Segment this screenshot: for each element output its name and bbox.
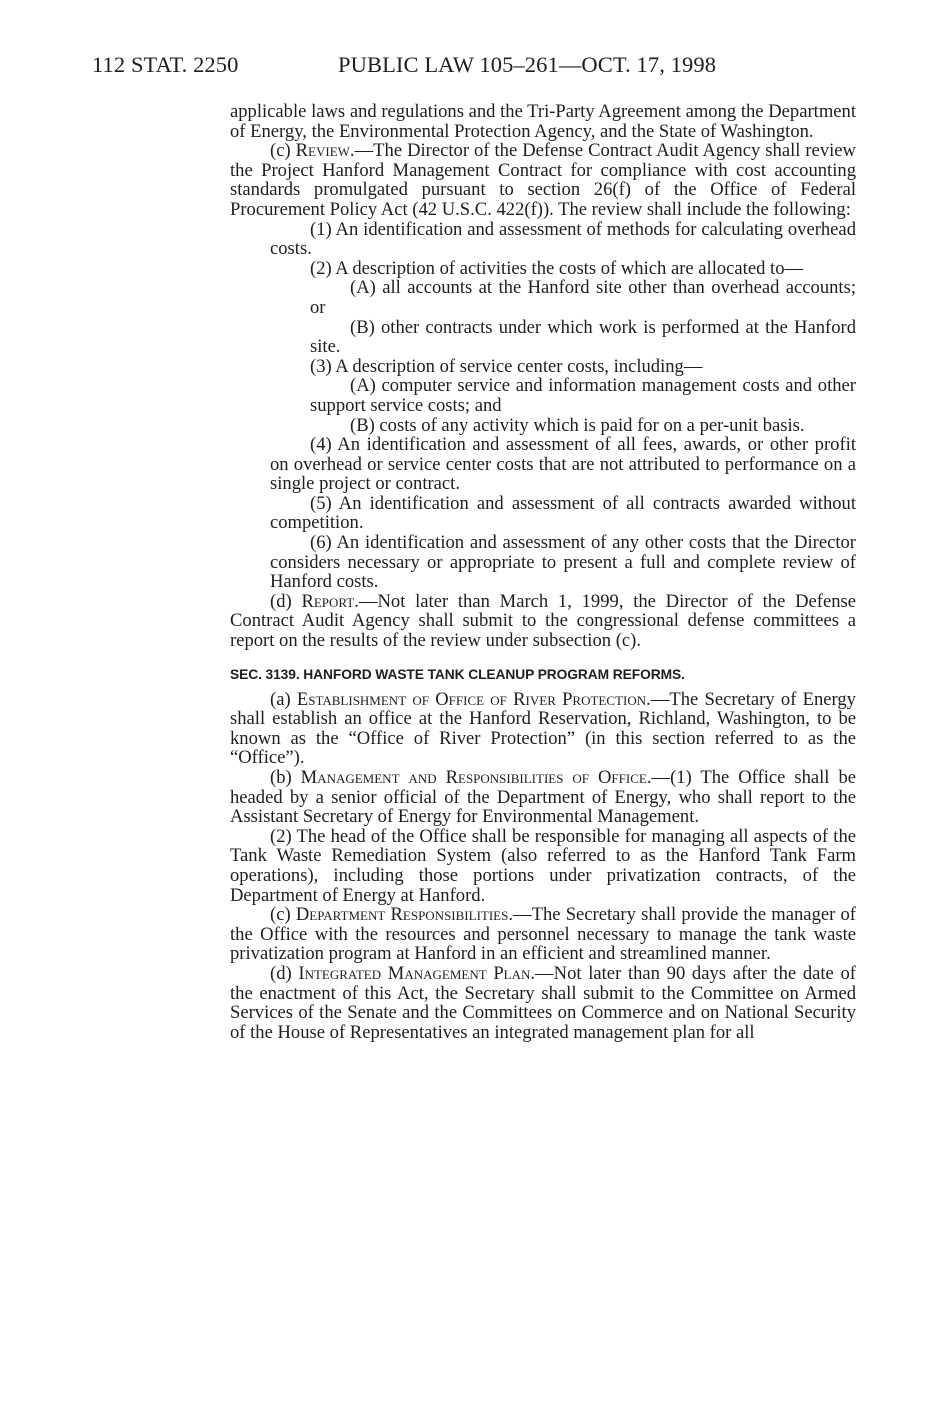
subsection-c-review (230, 141, 856, 219)
section-3139-c (230, 905, 856, 964)
running-header: PUBLIC LAW 105–261—OCT. 17, 1998 (338, 52, 717, 77)
subsection-label: (d) (270, 962, 299, 984)
subsection-label: (a) (270, 688, 297, 710)
section-3139-d (230, 964, 856, 1042)
subsection-heading: Management and Responsibilities of Office (300, 767, 647, 788)
review-item-3: (3) A description of service center costs, including— (310, 355, 703, 377)
review-item-3A: (A) computer service and information management costs and other support service costs; and (310, 375, 856, 416)
review-item-2A: (A) all accounts at the Hanford site other than overhead accounts; or (310, 277, 856, 318)
section-3139-b-2: (2) The head of the Office shall be responsible for managing all aspects of the Tank Waste Remediation System (also referred to as the Hanford Tank Farm operations), including those portions under privatization contracts, of the Department of Energy at Hanford. (230, 825, 856, 906)
review-item-3B: (B) costs of any activity which is paid for on a per-unit basis. (350, 414, 805, 436)
section-3139-b (230, 768, 856, 827)
subsection-heading: Review (295, 140, 350, 162)
subsection-heading: Department Responsibilities (295, 904, 509, 926)
review-item-5: (5) An identification and assessment of all contracts awarded without competition. (270, 492, 856, 534)
section-3139-a (230, 690, 856, 768)
subsection-label: (d) (270, 590, 302, 612)
subsection-label: (c) (270, 904, 296, 926)
review-item-4: (4) An identification and assessment of all fees, awards, or other profit on overhead or service center costs that are not attributed to performance on a single project or contract. (270, 434, 856, 495)
subsection-heading: Establishment of Office of River Protection (296, 688, 647, 710)
subsection-text: .—Not later than March 1, 1999, the Director of the Defense Contract Audit Agency shall submit to the congressional defense committees a report on the results of the review under subsection (c). (230, 590, 856, 652)
subsection-heading: Report (301, 590, 355, 612)
subsection-text: .—(1) The Office shall be headed by a senior official of the Department of Energy, who shall report to the Assistant Secretary of Energy for Environmental Management. (230, 767, 856, 828)
subsection-heading: Integrated Management Plan (298, 962, 531, 984)
subsection-text: .—The Director of the Defense Contract Audit Agency shall review the Project Hanford Management Contract for compliance with cost accounting standards promulgated pursuant to section 26(f) of the Office of Federal Procurement Policy Act (42 U.S.C. 422(f)). The review shall include the following: (230, 140, 856, 220)
review-item-1: (1) An identification and assessment of methods for calculating overhead costs. (270, 218, 856, 260)
subsection-text: .—The Secretary shall provide the manager of the Office with the resources and personnel necessary to manage the tank waste privatization program at Hanford in an efficient and streamlined manner. (230, 904, 856, 965)
subsection-text: .—The Secretary of Energy shall establish an office at the Hanford Reservation, Richland, Washington, to be known as the “Office of River Protection” (in this section referred to as the “Office”). (230, 688, 856, 769)
review-item-2: (2) A description of activities the costs of which are allocated to— (310, 257, 804, 279)
review-item-6: (6) An identification and assessment of any other costs that the Director considers necessary or appropriate to present a full and complete review of Hanford costs. (270, 532, 856, 593)
review-item-2B: (B) other contracts under which work is performed at the Hanford site. (310, 316, 856, 358)
subsection-label: (c) (270, 140, 296, 162)
page-stat-citation: 112 STAT. 2250 (92, 52, 239, 77)
intro-paragraph: applicable laws and regulations and the Tri-Party Agreement among the Department of Energy, the Environmental Protection Agency, and the State of Washington. (230, 101, 856, 142)
subsection-label: (b) (270, 767, 301, 788)
section-heading: SEC. 3139. HANFORD WASTE TANK CLEANUP PROGRAM REFORMS. (230, 666, 685, 682)
text-column (230, 102, 856, 1042)
subsection-d-report (230, 592, 856, 651)
subsection-text: .—Not later than 90 days after the date of the enactment of this Act, the Secretary shall submit to the Committee on Armed Services of the Senate and the Committees on Commerce and on National Security of the House of Representatives an integrated management plan for all (230, 962, 856, 1043)
